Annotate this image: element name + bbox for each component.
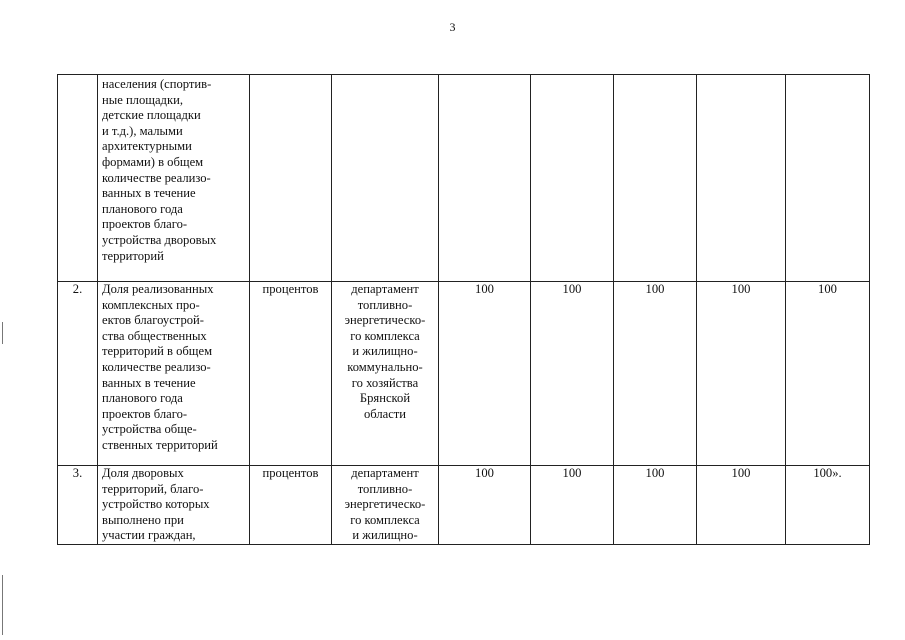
indicator-name-line: архитектурными	[102, 139, 192, 154]
indicator-name-line: выполнено при	[102, 512, 184, 527]
value-cell: 100	[786, 282, 870, 466]
indicator-name-line: территорий	[102, 248, 164, 263]
responsible-department-cell	[332, 466, 439, 545]
indicator-name-line: Доля дворовых	[102, 466, 184, 480]
indicator-name-line: устройства обще-	[102, 422, 197, 437]
department-line: и жилищно-	[352, 344, 418, 359]
department-line: области	[363, 406, 407, 421]
value-cell: 100	[439, 282, 531, 466]
department-line: топливно-	[357, 481, 413, 496]
indicators-table	[57, 74, 870, 545]
department-line: го комплекса	[350, 328, 420, 343]
page-number: 3	[449, 20, 456, 34]
value-cell: 100	[531, 282, 614, 466]
indicator-name-line: участии граждан,	[102, 528, 196, 543]
department-line: энергетическо-	[344, 313, 426, 328]
indicator-name-line: детские площадки	[102, 108, 201, 123]
indicator-name-line: комплексных про-	[102, 297, 200, 312]
indicator-name-cell	[98, 466, 250, 545]
department-line: департамент	[351, 466, 419, 480]
department-line: топливно-	[357, 297, 413, 312]
indicator-name-line: и т.д.), малыми	[102, 123, 183, 138]
value-cell	[439, 75, 531, 282]
table-row	[58, 466, 870, 545]
value-cell: 100	[531, 466, 614, 545]
value-cell	[531, 75, 614, 282]
indicator-name-line: проектов благо-	[102, 406, 188, 421]
indicator-name-line: Доля реализованных	[102, 282, 214, 296]
indicator-name-line: количестве реализо-	[102, 170, 211, 185]
scan-margin-mark	[2, 575, 3, 635]
scan-margin-mark	[2, 322, 3, 344]
row-number-cell	[58, 75, 98, 282]
indicator-name-line: планового года	[102, 201, 183, 216]
indicator-name-line: ектов благоустрой-	[102, 313, 204, 328]
responsible-department-cell	[332, 75, 439, 282]
indicator-name-line: ственных территорий	[102, 437, 218, 452]
value-cell	[786, 75, 870, 282]
indicator-name-line: формами) в общем	[102, 154, 204, 169]
indicator-name-line: населения (спортив-	[102, 77, 212, 91]
indicator-name-line: планового года	[102, 391, 183, 406]
table-row	[58, 75, 870, 282]
value-cell: 100	[614, 466, 697, 545]
indicator-name-line: ства общественных	[102, 328, 207, 343]
value-cell: 100	[439, 466, 531, 545]
indicator-name-line: ванных в течение	[102, 375, 196, 390]
department-line: го хозяйства	[351, 375, 419, 390]
department-line: и жилищно-	[352, 528, 418, 543]
indicator-name-line: количестве реализо-	[102, 359, 211, 374]
indicator-name-cell	[98, 75, 250, 282]
value-cell: 100».	[786, 466, 870, 545]
table-row	[58, 282, 870, 466]
indicator-name-line: проектов благо-	[102, 217, 188, 232]
value-cell: 100	[697, 466, 786, 545]
indicator-name-line: устройство которых	[102, 497, 210, 512]
indicator-name-line: территорий в общем	[102, 344, 213, 359]
department-line: энергетическо-	[344, 497, 426, 512]
department-line: департамент	[351, 282, 419, 296]
row-number-cell: 2.	[58, 282, 98, 466]
indicator-name-line: ванных в течение	[102, 186, 196, 201]
unit-cell: процентов	[250, 466, 332, 545]
value-cell	[697, 75, 786, 282]
row-number-cell: 3.	[58, 466, 98, 545]
indicator-name-cell	[98, 282, 250, 466]
indicator-name-line: устройства дворовых	[102, 232, 217, 247]
value-cell: 100	[614, 282, 697, 466]
department-line: Брянской	[359, 391, 411, 406]
unit-cell	[250, 75, 332, 282]
indicator-name-line: территорий, благо-	[102, 481, 204, 496]
unit-cell: процентов	[250, 282, 332, 466]
department-line: коммунально-	[347, 359, 423, 374]
value-cell: 100	[697, 282, 786, 466]
department-line: го комплекса	[350, 512, 420, 527]
value-cell	[614, 75, 697, 282]
indicator-name-line: ные площадки,	[102, 92, 183, 107]
responsible-department-cell	[332, 282, 439, 466]
